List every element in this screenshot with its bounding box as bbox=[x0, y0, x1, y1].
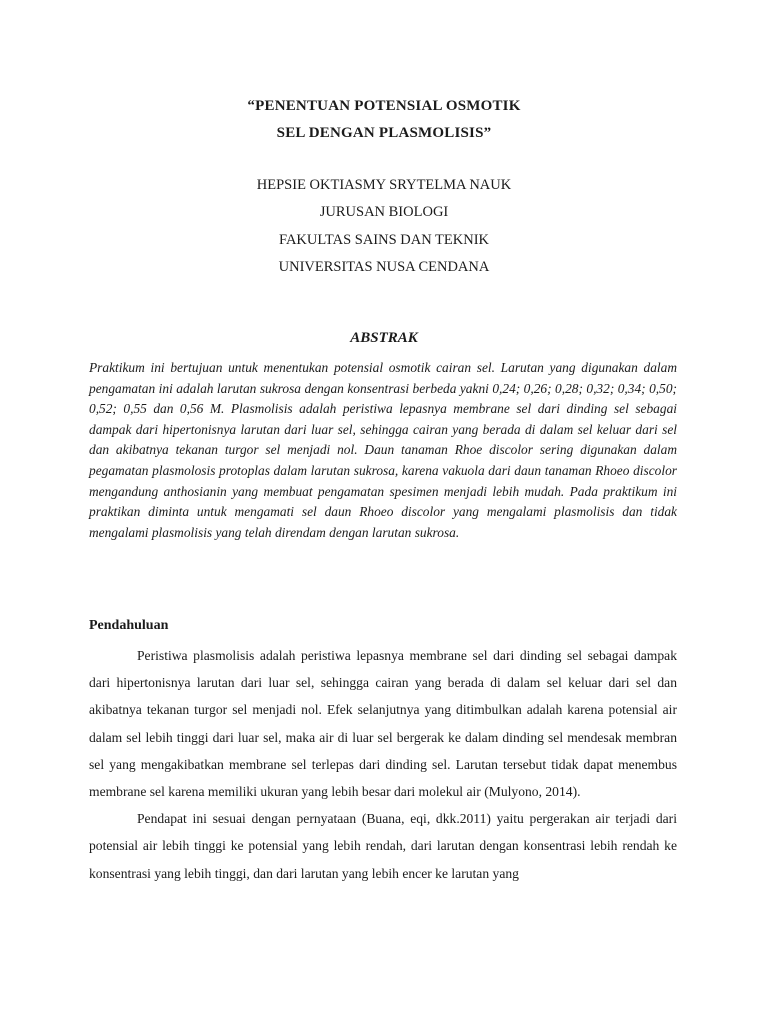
introduction-paragraph-2: Pendapat ini sesuai dengan pernyataan (Buana, eqi, dkk.2011) yaitu pergerakan air terjadi dari potensial air lebih tinggi ke potensial yang lebih rendah, dari larutan dengan konsentrasi lebih rendah ke konsentrasi yang lebih tinggi, dan dari larutan yang lebih encer ke larutan yang bbox=[89, 811, 677, 881]
author-info bbox=[0, 172, 768, 281]
introduction-body bbox=[89, 642, 677, 887]
introduction-heading: Pendahuluan bbox=[89, 618, 169, 633]
author-department: JURUSAN BIOLOGI bbox=[319, 204, 449, 221]
author-faculty: FAKULTAS SAINS DAN TEKNIK bbox=[278, 231, 490, 248]
abstract-heading: ABSTRAK bbox=[350, 330, 418, 346]
abstract-text: Praktikum ini bertujuan untuk menentukan potensial osmotik cairan sel. Larutan yang digunakan dalam pengamatan ini adalah larutan sukrosa dengan konsentrasi berbeda yakni 0,24; 0,26; 0,28; 0,32; 0,34; 0,50; 0,52; 0,55 dan 0,56 M. Plasmolisis adalah peristiwa lepasnya membrane sel dari dinding sel sebagai dampak dari hipertonisnya larutan dari luar sel, sehingga cairan yang berada di dalam sel keluar dari sel dan akibatnya tekanan turgor sel menjadi nol. Daun tanaman Rhoe discolor sering digunakan dalam pegamatan plasmolosis protoplas dalam larutan sukrosa, karena vakuola dari daun tanaman Rhoeo discolor mengandung anthosianin yang membuat pengamatan spesimen menjadi lebih mudah. Pada praktikum ini praktikan diminta untuk mengamati sel daun Rhoeo discolor yang mengalami plasmolisis dan tidak mengalami plasmolisis yang telah direndam dengan larutan sukrosa. bbox=[89, 360, 677, 540]
introduction-paragraph-1: Peristiwa plasmolisis adalah peristiwa lepasnya membrane sel dari dinding sel sebagai dampak dari hipertonisnya larutan dari luar sel, sehingga cairan yang berada di dalam sel keluar dari sel dan akibatnya tekanan turgor sel menjadi nol. Efek selanjutnya yang ditimbulkan adalah karena potensial air dalam sel lebih tinggi dari luar sel, maka air di luar sel bergerak ke dalam dinding sel mendesak membran sel yang mengakibatkan membrane sel terlepas dari dinding sel. Larutan tersebut tidak dapat menembus membrane sel karena memiliki ukuran yang lebih besar dari molekul air (Mulyono, 2014). bbox=[89, 648, 677, 800]
title-line-2: SEL DENGAN PLASMOLISIS” bbox=[276, 125, 492, 141]
author-university: UNIVERSITAS NUSA CENDANA bbox=[278, 258, 490, 275]
title-line-1: “PENENTUAN POTENSIAL OSMOTIK bbox=[247, 98, 521, 114]
document-title bbox=[0, 93, 768, 147]
author-name: HEPSIE OKTIASMY SRYTELMA NAUK bbox=[256, 177, 512, 193]
